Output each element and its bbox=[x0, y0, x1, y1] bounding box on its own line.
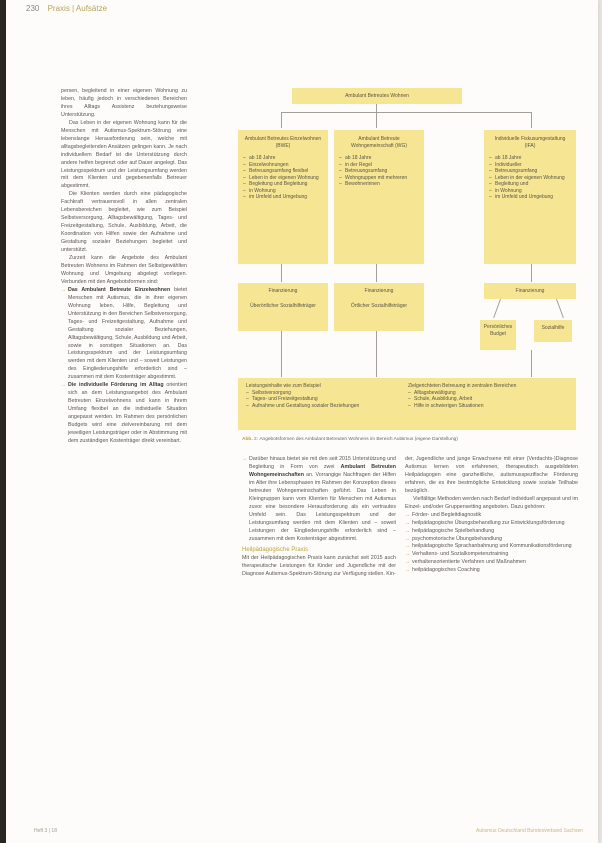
footer-publisher: Autismus Deutschland Bundesverband Sachsen bbox=[476, 828, 584, 834]
content-item: – Aufnahme und Gestaltung sozialer Beziehungen bbox=[246, 403, 406, 410]
caption-label: Abb. 2: bbox=[242, 437, 259, 442]
paragraph: Mit der Heilpädagogischen Praxis kann zunächst seit 2015 auch therapeutische Leistungen für Kinder und Jugendliche mit der Diagnose Autismus-Spektrum-Störung zur Verfügung stellen. Kin- bbox=[242, 555, 396, 578]
right-column bbox=[405, 456, 578, 575]
connector bbox=[376, 104, 377, 112]
figure-caption bbox=[242, 437, 582, 444]
list-item-bold: Das Ambulant Betreute Einzelwohnen bbox=[68, 286, 171, 293]
list-item: → Förder- und Begleitdiagnostik bbox=[405, 512, 578, 520]
diagram-column-box bbox=[238, 130, 328, 264]
content-list bbox=[408, 390, 568, 410]
list-item: → heilpädagogische Übungsbehandlung zur Entwicklungsförderung bbox=[405, 520, 578, 528]
funding-source: Persönliches Budget bbox=[483, 324, 513, 337]
paragraph: persen, begleitend in einer eigenen Wohnung zu leben, häufig jedoch in verschiedenen Bereichen ihres Alltags Assistenz beziehungsweise Unterstützung. bbox=[61, 88, 187, 118]
diagram-column-title: Ambulant Betreutes Einzelwohnen (BWE) bbox=[244, 136, 322, 149]
funding-box bbox=[238, 283, 328, 331]
diagram-item: – Leben in der eigenen Wohnung bbox=[243, 175, 323, 182]
offer-list bbox=[242, 456, 396, 543]
list-item-text: Darüber hinaus bietet sie mit den seit 2015 Unterstützung und Begleitung in Form von zwei bbox=[249, 456, 396, 470]
list-item-text: bietet Menschen mit Autismus, die in ihrer eigenen Wohnung leben, Hilfe, Begleitung und Unterstützung in den Bereichen Selbstversorgung, Tages- und Freizeitgestaltung, Aufnahme und Gestaltung sozialer Beziehungen, Alltagsbewältigung, Schule, Ausbildung und Arbeit, sowie in sonstigen Situationen an. Das Leistungsspektrum und der Leistungsumfang werden mit dem Klienten und – soweit Leistungen des Eingliederungshilfe erforderlich sind – zusammen mit dem Kostenträger abgestimmt. bbox=[68, 286, 187, 381]
diagram-item: – Betreuungsumfang bbox=[339, 168, 419, 175]
diagram-item: – im Umfeld und Umgebung bbox=[489, 194, 571, 201]
diagram-item: – Betreuungsumfang flexibel bbox=[243, 168, 323, 175]
diagram-item: – Bewohnerinnen bbox=[339, 181, 419, 188]
list-item bbox=[61, 287, 187, 382]
list-item bbox=[61, 382, 187, 446]
diagram-column-list bbox=[339, 155, 419, 188]
content-item: – Schule, Ausbildung, Arbeit bbox=[408, 396, 568, 403]
list-item: → heilpädagogische Spielbehandlung bbox=[405, 528, 578, 536]
funding-title: Finanzierung bbox=[268, 288, 298, 294]
offer-list bbox=[61, 287, 187, 446]
caption-text: Angebotsformen des Ambulant Betreuten Wohnens im Bereich Autismus (eigene Darstellung) bbox=[259, 437, 458, 442]
funding-title: Finanzierung bbox=[364, 288, 394, 294]
diagram-top-title: Ambulant Betreutes Wohnen bbox=[345, 93, 409, 99]
list-item-text: orientiert sich an dem Leistungsangebot des Ambulant Betreuten Einzelwohnens und kann in ihrem Umfang flexibel an die individuelle Situation angepasst werden. Im Rahmen des persönlichen Budgets wird eine zielvereinbarung mit dem jeweiligen Leistungsträger oder in Abstimmung mit dem zuständigen Kostenträger direkt vereinbart. bbox=[68, 382, 187, 444]
list-item-bold: Die individuelle Förderung im Alltag bbox=[68, 382, 164, 389]
paragraph: Zurzeit kann die Angebote des Ambulant Betreuten Wohnens im Rahmen der Selbstgewählten Wohnung und Umgebung abgelegt vorliegen. Verbunden mit den Angebotsformen sind: bbox=[61, 255, 187, 285]
content-item: – Hilfe in schwierigen Situationen bbox=[408, 403, 568, 410]
list-item: → heilpädagogisches Coaching bbox=[405, 567, 578, 575]
content-list bbox=[246, 390, 406, 410]
content-item: – Tages- und Freizeitgestaltung bbox=[246, 396, 406, 403]
left-column bbox=[61, 88, 187, 446]
funding-box bbox=[480, 320, 516, 350]
funding-box bbox=[534, 320, 572, 342]
section-title: Praxis | Aufsätze bbox=[47, 4, 108, 13]
paragraph: Die Klienten werden durch eine pädagogische Fachkraft vertrauensvoll in allen zentralen Lebensbereichen begleitet, wie zum Beispiel Selbstversorgung, Alltagsbewältigung, Tages- und Freizeitgestaltung, Schule, Ausbildung, Arbeit, die Koordination von Hilfen sowie der Aufnahme und Gestaltung sozialer Beziehungen begleitet und unterstützt. bbox=[61, 191, 187, 254]
diagram-item: – Leben in der eigenen Wohnung bbox=[489, 175, 571, 182]
content-item: – Selbstversorgung bbox=[246, 390, 406, 397]
diagram-item: – Einzelwohnungen bbox=[243, 162, 323, 169]
content-box bbox=[238, 378, 576, 430]
list-item bbox=[242, 456, 396, 543]
diagram-item: – in Wohnung bbox=[243, 188, 323, 195]
content-title: Leistungsinhalte wie zum Beispiel bbox=[246, 383, 321, 389]
paragraph: Das Leben in der eigenen Wohnung kann für die Menschen mit Autismus-Spektrum-Störung eine lebenslange Herausforderung sein, welche mit alltagsbegleitenden Ansätzen gelingen kann. Je nach individuellem Bedarf ist die Unterstützung durch andere helfen begrenzt oder auf Dauer angelegt. Das Leistungsspektrum und der Leistungsumfang werden mit dem Klienten und gegebenenfalls Betreuer abgestimmt. bbox=[61, 119, 187, 190]
funding-source: Örtlicher Sozialhilfeträger bbox=[350, 302, 408, 309]
diagram-column-box bbox=[334, 130, 424, 264]
diagram-column-box bbox=[484, 130, 576, 264]
diagram-item: – in Wohnung bbox=[489, 188, 571, 195]
funding-box bbox=[484, 283, 576, 299]
paragraph: der, Jugendliche und junge Erwachsene mit einer (Verdachts-)Diagnose Autismus lernen von erfahrenen, therapeutisch ausgebildeten Heilpädagogen eine ganzheitliche, autismusspezifische Förderung erfahren, die es ihre bestmögliche Entwicklung sowie soziale Teilhabe bezüglich. bbox=[405, 456, 578, 494]
middle-column bbox=[242, 456, 396, 579]
diagram-column-list bbox=[489, 155, 571, 201]
connector bbox=[281, 112, 531, 113]
diagram-item: – in der Regel bbox=[339, 162, 419, 169]
funding-source: Überörtlicher Sozialhilfeträger bbox=[250, 302, 316, 309]
list-item-bold: Ambulant Betreuten Wohngemeinschaften bbox=[249, 463, 397, 478]
funding-box bbox=[334, 283, 424, 331]
list-item: → Verhaltens- und Sozialkompetenztraining bbox=[405, 551, 578, 559]
connector bbox=[556, 299, 564, 318]
section-heading: Heilpädagogische Praxis bbox=[242, 547, 309, 554]
list-item: → heilpädagogische Sprachanbahnung und Kommunikationsförderung bbox=[405, 543, 578, 551]
footer-issue: Heft 3 | 18 bbox=[34, 828, 57, 834]
connector bbox=[531, 350, 532, 377]
connector bbox=[376, 331, 377, 377]
connector bbox=[531, 112, 532, 128]
page-header bbox=[26, 4, 107, 13]
connector bbox=[376, 112, 377, 128]
connector bbox=[281, 331, 282, 377]
diagram-item: – ab 18 Jahre bbox=[489, 155, 571, 162]
connector bbox=[281, 264, 282, 282]
method-list bbox=[405, 512, 578, 576]
connector bbox=[493, 299, 501, 318]
funding-source: Sozialhilfe bbox=[541, 325, 565, 331]
connector bbox=[281, 112, 282, 128]
connector bbox=[531, 264, 532, 282]
content-item: – Alltagsbewältigung bbox=[408, 390, 568, 397]
diagram-item: – Individueller bbox=[489, 162, 571, 169]
diagram-item: – ab 18 Jahre bbox=[243, 155, 323, 162]
funding-title: Finanzierung bbox=[515, 288, 545, 294]
diagram-item: – ab 18 Jahre bbox=[339, 155, 419, 162]
diagram-item: – im Umfeld und Umgebung bbox=[243, 194, 323, 201]
paragraph: Vielfältige Methoden werden nach Bedarf individuell angepasst und im Einzel- und/oder Gruppensetting angeboten. Dazu gehören: bbox=[405, 495, 578, 510]
diagram-item: – Betreuungsumfang bbox=[489, 168, 571, 175]
list-item: → verhaltensorientierte Verfahren und Maßnahmen bbox=[405, 559, 578, 567]
diagram-column-title: Individuelle Fiskusumgestaltung (IFA) bbox=[494, 136, 566, 149]
diagram-top-box bbox=[292, 88, 462, 104]
document-page bbox=[6, 0, 598, 843]
connector bbox=[376, 264, 377, 282]
diagram-item: – Begleitung und Begleitung bbox=[243, 181, 323, 188]
list-item: → psychomotorische Übungsbehandlung bbox=[405, 536, 578, 544]
diagram-column-list bbox=[243, 155, 323, 201]
diagram-item: – Wohngruppen mit mehreren bbox=[339, 175, 419, 182]
diagram-item: – Begleitung und bbox=[489, 181, 571, 188]
content-title: Zielgerichteten Betreuung in zentralen Bereichen bbox=[408, 383, 517, 389]
diagram-column-title: Ambulant Betreute Wohngemeinschaft (WG) bbox=[350, 136, 408, 149]
list-item-text: an. Vorrangige Nachfragen der Hilfen im Alter ihre Lebensphasen im Rahmen der Konzeption dieses betreuten Wohngemeinschaften geführt. Das Leben in Kleingruppen kann vom Klienten für Menschen mit Autismus zuvor eine besondere Herausforderung als ein vertrautes Umfeld sein. Das Leistungsspektrum und der Leistungsumfang werden mit dem Klienten und – soweit Leistungen der Eingliederungshilfe erforderlich sind – zusammen mit dem Kostenträger abgestimmt. bbox=[249, 471, 396, 542]
page-number: 230 bbox=[26, 4, 40, 13]
